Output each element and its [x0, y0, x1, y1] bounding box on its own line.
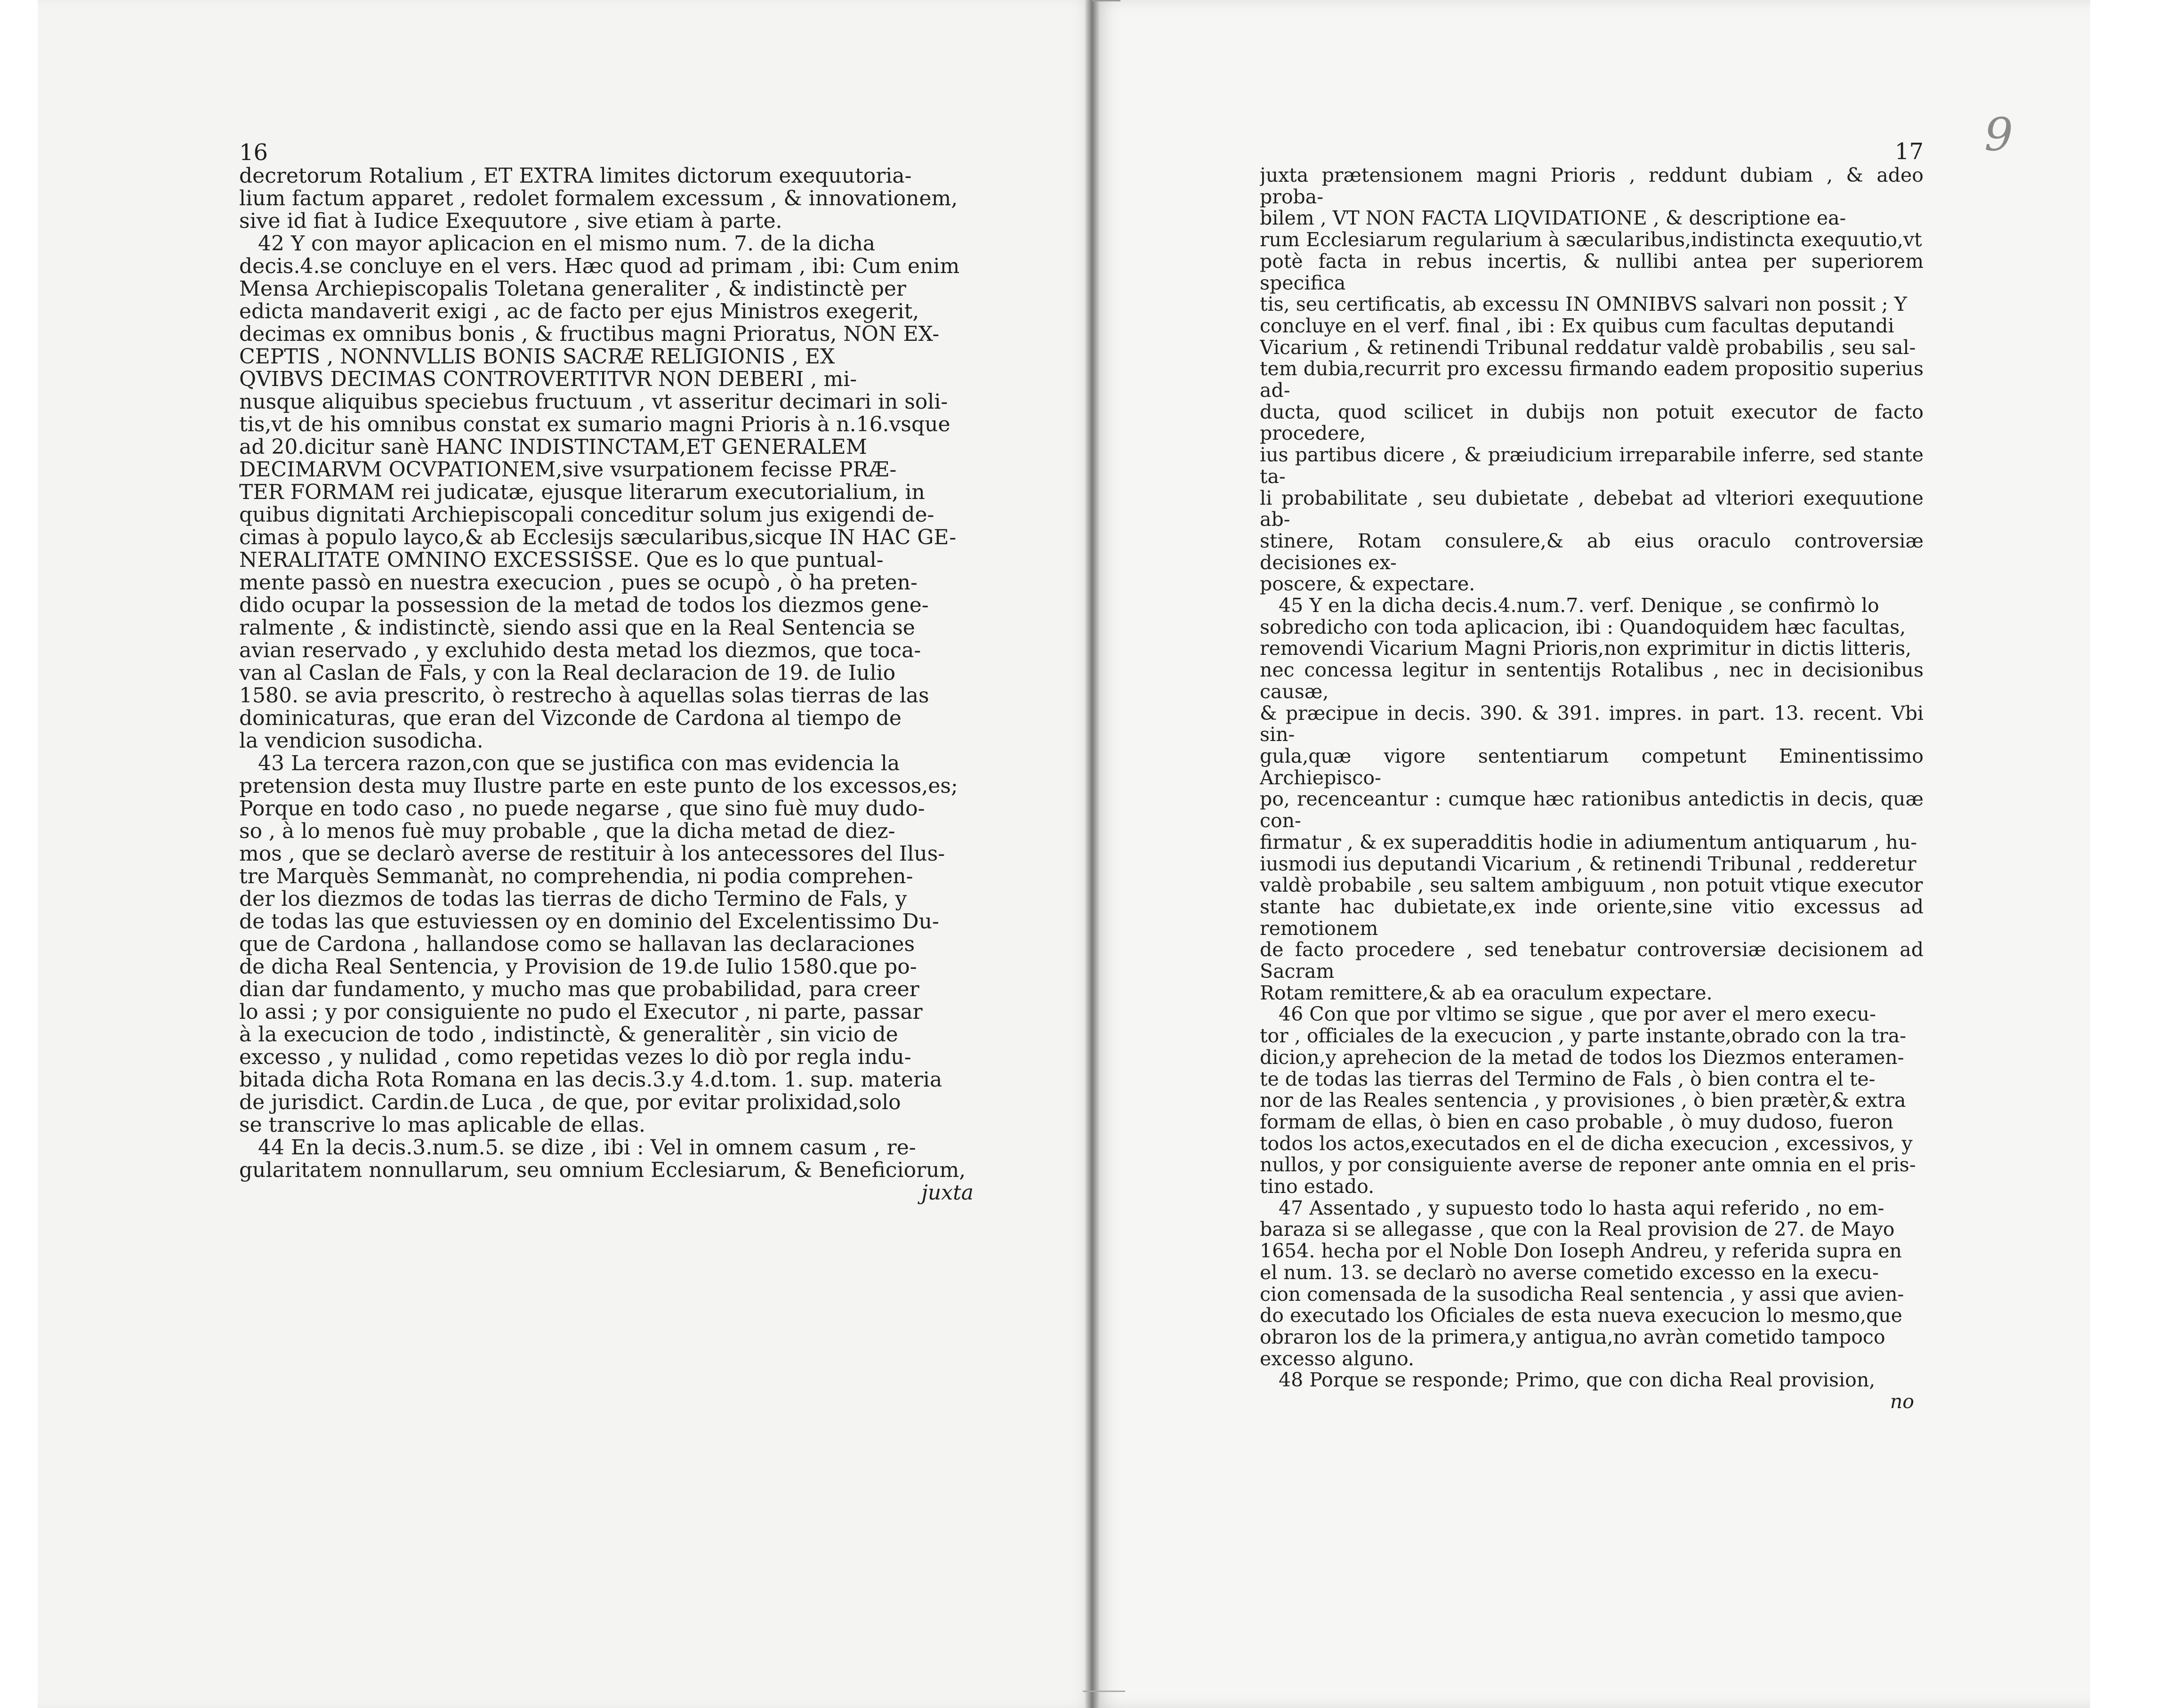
left-text-line: mente passò en nuestra execucion , pues se ocupò , ò ha preten- — [239, 571, 918, 595]
right-text-line: excesso alguno. — [1260, 1347, 1415, 1370]
left-text-line: 43 La tercera razon,con que se justifica con mas evidencia la — [258, 751, 900, 775]
right-header — [1260, 141, 1924, 165]
left-text-line: edicta mandaverit exigi , ac de facto per ejus Ministros exegerit, — [239, 299, 919, 323]
right-text-line: tis, seu certificatis, ab excessu IN OMNIBVS salvari non possit ; Y — [1260, 293, 1907, 316]
right-text-line: 46 Con que por vltimo se sigue , que por aver el mero execu- — [1279, 1003, 1876, 1026]
right-text-line: valdè probabile , seu saltem ambiguum , non potuit vtique executor — [1260, 874, 1923, 897]
right-text-line: tino estado. — [1260, 1175, 1375, 1198]
left-text-line: de jurisdict. Cardin.de Luca , de que, por evitar prolixidad,solo — [239, 1090, 901, 1114]
left-text-line: tis,vt de his omnibus constat ex sumario magni Prioris à n.16.vsque — [239, 412, 950, 436]
right-text-line: 1654. hecha por el Noble Don Ioseph Andreu, y referida supra en — [1260, 1240, 1902, 1263]
left-text-line: la vendicion susodicha. — [239, 729, 483, 753]
right-text-line: rum Ecclesiarum regularium à sæcularibus,indistincta exequutio,vt — [1260, 228, 1922, 251]
right-text-line: gula,quæ vigore sententiarum competunt Eminentissimo Archiepisco- — [1260, 744, 1924, 789]
right-text-line: nor de las Reales sentencia , y provisiones , ò bien prætèr,& extra — [1260, 1089, 1906, 1112]
left-text-line: lium factum apparet , redolet formalem excessum , & innovationem, — [239, 186, 958, 210]
right-text-line: nec concessa legitur in sententijs Rotalibus , nec in decisionibus causæ, — [1260, 659, 1924, 703]
right-text-line: stinere, Rotam consulere,& ab eius oraculo controversiæ decisiones ex- — [1260, 529, 1924, 574]
scan-edge-bottom — [1083, 1691, 1125, 1694]
left-text-line: decimas ex omnibus bonis , & fructibus magni Prioratus, NON EX- — [239, 322, 940, 346]
right-text-line: te de todas las tierras del Termino de Fals , ò bien contra el te- — [1260, 1067, 1876, 1090]
left-text-line: excesso , y nulidad , como repetidas vezes lo diò por regla indu- — [239, 1045, 911, 1069]
left-text-line: quibus dignitati Archiepiscopali conceditur solum jus exigendi de- — [239, 503, 934, 527]
left-text-line: NERALITATE OMNINO EXCESSISSE. Que es lo que puntual- — [239, 548, 884, 572]
left-text-line: 44 En la decis.3.num.5. se dize , ibi : Vel in omnem casum , re- — [258, 1136, 916, 1160]
left-text-line: Porque en todo caso , no puede negarse , que sino fuè muy dudo- — [239, 797, 925, 821]
right-text-line: de facto procedere , sed tenebatur controversiæ decisionem ad Sacram — [1260, 938, 1924, 983]
left-text-line: avian reservado , y excluhido desta metad los diezmos, que toca- — [239, 638, 921, 662]
right-text-line: & præcipue in decis. 390. & 391. impres. in part. 13. recent. Vbi sin- — [1260, 701, 1924, 746]
left-text-line: cimas à populo layco,& ab Ecclesijs sæcularibus,sicque IN HAC GE- — [239, 525, 957, 549]
left-text-line: bitada dicha Rota Romana en las decis.3.y 4.d.tom. 1. sup. materia — [239, 1068, 942, 1092]
right-text-line: todos los actos,executados en el de dicha execucion , excessivos, y — [1260, 1132, 1913, 1155]
left-text-line: de dicha Real Sentencia, y Provision de 19.de Iulio 1580.que po- — [239, 955, 917, 979]
left-text-line: TER FORMAM rei judicatæ, ejusque literarum executorialium, in — [239, 480, 925, 504]
left-text-line: QVIBVS DECIMAS CONTROVERTITVR NON DEBERI , mi- — [239, 367, 857, 391]
left-text-line: de todas las que estuviessen oy en dominio del Excelentissimo Du- — [239, 910, 939, 934]
right-text-line: Vicarium , & retinendi Tribunal reddatur valdè probabilis , seu sal- — [1260, 336, 1916, 359]
right-text-line: 47 Assentado , y supuesto todo lo hasta aqui referido , no em- — [1279, 1196, 1884, 1219]
right-text-line: iusmodi ius deputandi Vicarium , & retinendi Tribunal , redderetur — [1260, 852, 1916, 875]
left-text-line: à la execucion de todo , indistinctè, & generalitèr , sin vicio de — [239, 1023, 898, 1047]
right-text-line: tor , officiales de la execucion , y parte instante,obrado con la tra- — [1260, 1024, 1907, 1047]
right-text-line: stante hac dubietate,ex inde oriente,sine vitio excessus ad remotionem — [1260, 895, 1924, 940]
right-text-line: formam de ellas, ò bien en caso probable , ò muy dudoso, fueron — [1260, 1110, 1893, 1133]
left-page-number: 16 — [239, 141, 268, 166]
right-text-line: baraza si se allegasse , que con la Real provision de 27. de Mayo — [1260, 1218, 1895, 1241]
handwritten-folio-number: 9 — [1984, 108, 2013, 161]
right-text-line: poscere, & expectare. — [1260, 572, 1475, 596]
left-text-line: 42 Y con mayor aplicacion en el mismo num. 7. de la dicha — [258, 232, 876, 256]
left-text-line: ad 20.dicitur sanè HANC INDISTINCTAM,ET GENERALEM — [239, 435, 867, 459]
left-text-line: se transcrive lo mas aplicable de ellas. — [239, 1113, 646, 1137]
right-text-line: nullos, y por consiguiente averse de reponer ante omnia en el pris- — [1260, 1153, 1916, 1176]
left-text-line: decretorum Rotalium , ET EXTRA limites dictorum exequutoria- — [239, 164, 912, 188]
left-text-line: decis.4.se concluye en el vers. Hæc quod ad primam , ibi: Cum enim — [239, 254, 960, 278]
left-text-line: CEPTIS , NONNVLLIS BONIS SACRÆ RELIGIONIS , EX — [239, 345, 835, 369]
left-body-text — [239, 165, 983, 1182]
left-text-line: ralmente , & indistinctè, siendo assi que en la Real Sentencia se — [239, 616, 915, 640]
right-text-line: potè facta in rebus incertis, & nullibi antea per superiorem specifica — [1260, 250, 1924, 294]
right-text-line: cion comensada de la susodicha Real sentencia , y assi que avien- — [1260, 1282, 1904, 1305]
right-text-line: concluye en el verf. final , ibi : Ex quibus cum facultas deputandi — [1260, 314, 1894, 337]
left-header — [239, 141, 983, 165]
right-text-line: obraron los de la primera,y antigua,no avràn cometido tampoco — [1260, 1325, 1885, 1348]
left-text-line: Mensa Archiepiscopalis Toletana generaliter , & indistinctè per — [239, 277, 906, 301]
left-text-column — [239, 141, 983, 1689]
scan-edge-top — [1092, 0, 1120, 5]
book-gutter — [1085, 0, 1099, 1708]
right-text-line: ius partibus dicere , & præiudicium irreparabile inferre, sed stante ta- — [1260, 443, 1924, 488]
left-text-line: mos , que se declarò averse de restituir à los antecessores del Ilus- — [239, 842, 945, 866]
right-text-line: dicion,y aprehecion de la metad de todos los Diezmos enteramen- — [1260, 1046, 1904, 1069]
left-text-line: 1580. se avia prescrito, ò restrecho à aquellas solas tierras de las — [239, 684, 929, 708]
right-text-line: el num. 13. se declarò no averse cometido excesso en la execu- — [1260, 1261, 1879, 1284]
left-text-line: que de Cardona , hallandose como se hallavan las declaraciones — [239, 932, 915, 956]
right-text-line: juxta prætensionem magni Prioris , reddunt dubiam , & adeo proba- — [1260, 164, 1924, 208]
right-text-line: po, recenceantur : cumque hæc rationibus antedictis in decis, quæ con- — [1260, 788, 1924, 832]
right-text-line: bilem , VT NON FACTA LIQVIDATIONE , & descriptione ea- — [1260, 207, 1846, 230]
right-catchword: no — [1890, 1390, 1914, 1413]
left-text-line: pretension desta muy Ilustre parte en este punto de los excessos,es; — [239, 774, 958, 798]
right-text-line: sobredicho con toda aplicacion, ibi : Quandoquidem hæc facultas, — [1260, 615, 1906, 638]
right-text-line: ducta, quod scilicet in dubijs non potuit executor de facto procedere, — [1260, 400, 1924, 445]
right-text-line: Rotam remittere,& ab ea oraculum expectare. — [1260, 981, 1713, 1004]
right-text-line: firmatur , & ex superadditis hodie in adiumentum antiquarum , hu- — [1260, 830, 1917, 854]
right-page-number: 17 — [1894, 141, 1924, 165]
left-text-line: tre Marquès Semmanàt, no comprehendia, ni podia comprehen- — [239, 864, 913, 888]
left-text-line: nusque aliquibus speciebus fructuum , vt asseritur decimari in soli- — [239, 390, 948, 414]
right-text-line: removendi Vicarium Magni Prioris,non exprimitur in dictis litteris, — [1260, 637, 1912, 660]
left-text-line: dian dar fundamento, y mucho mas que probabilidad, para creer — [239, 977, 919, 1001]
left-text-line: so , à lo menos fuè muy probable , que la dicha metad de diez- — [239, 819, 895, 843]
right-text-line: li probabilitate , seu dubietate , debebat ad vlteriori exequutione ab- — [1260, 486, 1924, 531]
left-text-line: sive id fiat à Iudice Exequutore , sive etiam à parte. — [239, 209, 782, 233]
left-text-line: gularitatem nonnullarum, seu omnium Ecclesiarum, & Beneficiorum, — [239, 1158, 966, 1182]
right-text-line: 48 Porque se responde; Primo, que con dicha Real provision, — [1279, 1369, 1876, 1392]
left-text-line: dido ocupar la possession de la metad de todos los diezmos gene- — [239, 593, 929, 617]
left-text-line: DECIMARVM OCVPATIONEM,sive vsurpationem fecisse PRÆ- — [239, 458, 897, 482]
right-text-line: do executado los Oficiales de esta nueva execucion lo mesmo,que — [1260, 1304, 1902, 1327]
left-text-line: dominicaturas, que eran del Vizconde de Cardona al tiempo de — [239, 706, 902, 730]
left-text-line: van al Caslan de Fals, y con la Real declaracion de 19. de Iulio — [239, 661, 896, 685]
right-text-line: 45 Y en la dicha decis.4.num.7. verf. Denique , se confirmò lo — [1279, 594, 1879, 617]
right-body-text — [1260, 165, 1924, 1391]
left-text-line: der los diezmos de todas las tierras de dicho Termino de Fals, y — [239, 887, 907, 911]
right-text-column — [1260, 141, 1924, 1689]
right-text-line: tem dubia,recurrit pro excessu firmando eadem propositio superius ad- — [1260, 357, 1924, 402]
left-catchword: juxta — [921, 1181, 974, 1205]
left-text-line: lo assi ; y por consiguiente no pudo el Executor , ni parte, passar — [239, 1000, 923, 1024]
